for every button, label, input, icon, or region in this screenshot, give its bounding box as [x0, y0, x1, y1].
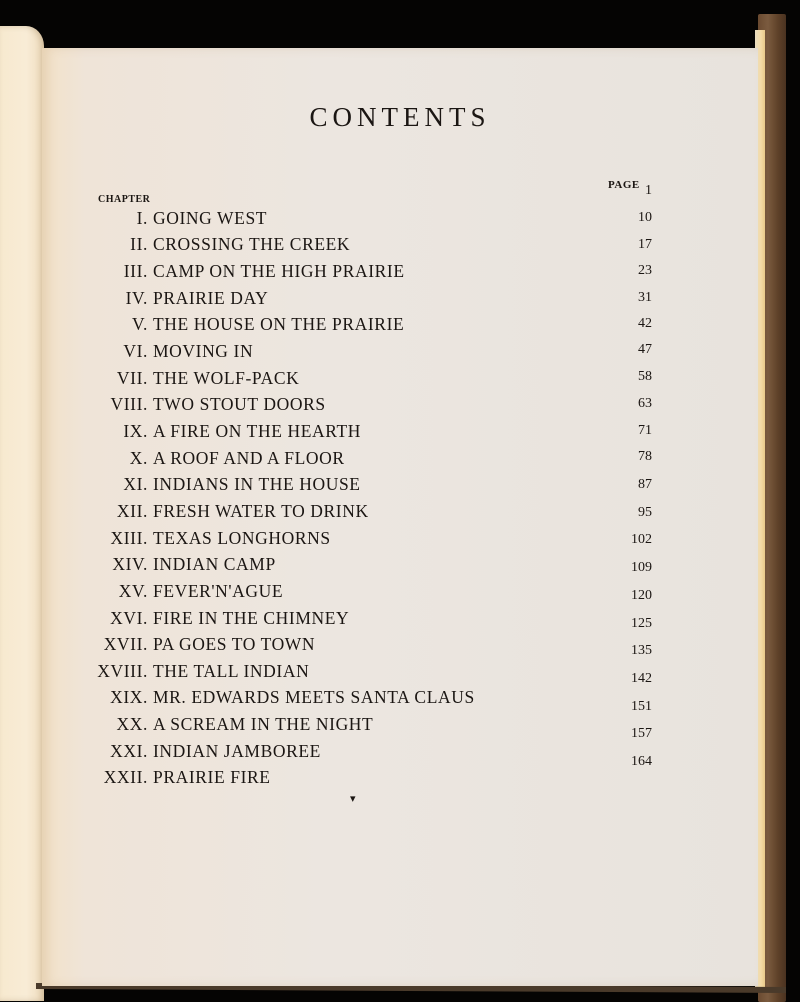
chapter-entry [42, 287, 268, 309]
page-number: 120 [631, 588, 652, 603]
chapter-entry [42, 260, 405, 282]
chapter-entry [42, 420, 361, 442]
contents-page [42, 48, 758, 986]
page-number: 1 [645, 183, 652, 198]
chapter-entry [42, 527, 331, 549]
page-number: 63 [638, 396, 652, 411]
page-number: 10 [638, 210, 652, 225]
chapter-numeral: IX. [123, 421, 148, 441]
chapter-title: MR. EDWARDS MEETS SANTA CLAUS [153, 687, 475, 707]
chapter-title: INDIAN CAMP [153, 554, 276, 574]
chapter-entry [42, 580, 283, 602]
page-number: 42 [638, 316, 652, 331]
page-number: 95 [638, 505, 652, 520]
page-number: 31 [638, 290, 652, 305]
chapter-numeral: XIX. [110, 687, 148, 707]
chapter-title: A SCREAM IN THE NIGHT [153, 714, 374, 734]
chapter-entry [42, 207, 267, 229]
chapter-title: PRAIRIE DAY [153, 288, 269, 308]
chapter-title: THE WOLF-PACK [153, 368, 300, 388]
page-number: 78 [638, 449, 652, 464]
chapter-numeral: VIII. [110, 394, 148, 414]
chapter-numeral: XX. [116, 714, 148, 734]
page-number: 109 [631, 560, 652, 575]
chapter-title: FIRE IN THE CHIMNEY [153, 608, 350, 628]
chapter-title: FEVER'N'AGUE [153, 581, 284, 601]
chapter-title: GOING WEST [153, 208, 268, 228]
chapter-title: TWO STOUT DOORS [153, 394, 326, 414]
chapter-numeral: XVII. [103, 634, 148, 654]
chapter-entry [42, 713, 373, 735]
chapter-entry [42, 233, 350, 255]
chapter-numeral: V. [132, 314, 148, 334]
chapter-title: PRAIRIE FIRE [153, 767, 271, 787]
chapter-numeral: XVI. [110, 608, 148, 628]
chapter-numeral: XII. [116, 501, 148, 521]
chapter-entry [42, 393, 326, 415]
page-number: 135 [631, 643, 652, 658]
chapter-entry [42, 340, 253, 362]
chapter-entry [42, 367, 299, 389]
chapter-entry [42, 766, 271, 788]
page-number: 142 [631, 671, 652, 686]
chapter-numeral: I. [136, 208, 148, 228]
chapter-title: MOVING IN [153, 341, 254, 361]
chapter-column-label: CHAPTER [98, 194, 151, 205]
page-title: CONTENTS [309, 102, 491, 132]
chapter-entry [42, 553, 276, 575]
chapter-numeral: XXI. [110, 741, 148, 761]
chapter-numeral: XXII. [103, 767, 148, 787]
chapter-entry [42, 740, 321, 762]
chapter-title: TEXAS LONGHORNS [153, 528, 331, 548]
chapter-title: THE HOUSE ON THE PRAIRIE [153, 314, 405, 334]
chapter-numeral: IV. [125, 288, 148, 308]
chapter-numeral: VII. [116, 368, 148, 388]
chapter-title: CROSSING THE CREEK [153, 234, 351, 254]
chapter-title: A FIRE ON THE HEARTH [153, 421, 361, 441]
facing-page-edge [0, 26, 44, 1001]
page-number: 23 [638, 263, 652, 278]
page-number: 157 [631, 726, 652, 741]
chapter-numeral: II. [130, 234, 148, 254]
chapter-entry [42, 313, 404, 335]
chapter-numeral: XVIII. [97, 661, 148, 681]
page-number: 17 [638, 237, 652, 252]
chapter-numeral: VI. [123, 341, 148, 361]
chapter-entry [42, 473, 361, 495]
chapter-title: CAMP ON THE HIGH PRAIRIE [153, 261, 405, 281]
chapter-entry [42, 500, 369, 522]
page-number: 164 [631, 754, 652, 769]
chapter-entry [42, 686, 475, 708]
page-number: 125 [631, 616, 652, 631]
page-column-label: PAGE [608, 179, 640, 191]
end-ornament-icon: ▾ [350, 793, 356, 805]
chapter-numeral: XIII. [110, 528, 148, 548]
page-number: 102 [631, 532, 652, 547]
chapter-numeral: XV. [118, 581, 148, 601]
chapter-title: THE TALL INDIAN [153, 661, 310, 681]
chapter-title: INDIAN JAMBOREE [153, 741, 321, 761]
page-number: 71 [638, 423, 652, 438]
chapter-entry [42, 660, 309, 682]
page-number: 151 [631, 699, 652, 714]
chapter-numeral: XI. [123, 474, 148, 494]
page-number: 58 [638, 369, 652, 384]
chapter-title: FRESH WATER TO DRINK [153, 501, 369, 521]
chapter-title: INDIANS IN THE HOUSE [153, 474, 361, 494]
chapter-title: A ROOF AND A FLOOR [153, 448, 345, 468]
chapter-numeral: III. [123, 261, 148, 281]
chapter-entry [42, 633, 315, 655]
chapter-entry [42, 607, 349, 629]
chapter-numeral: X. [129, 448, 148, 468]
chapter-title: PA GOES TO TOWN [153, 634, 316, 654]
chapter-entry [42, 447, 345, 469]
chapter-numeral: XIV. [112, 554, 148, 574]
page-number: 47 [638, 342, 652, 357]
page-number: 87 [638, 477, 652, 492]
